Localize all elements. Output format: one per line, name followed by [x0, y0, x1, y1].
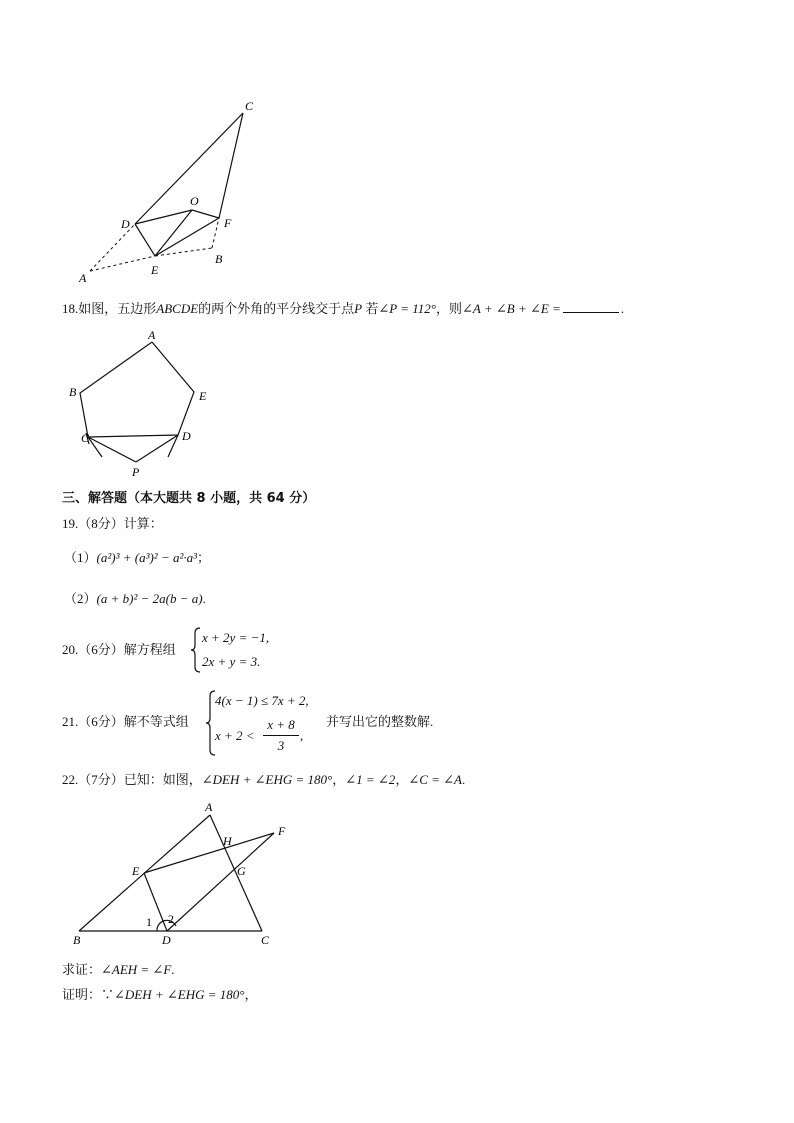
- label-E: E: [151, 263, 159, 277]
- label-F: F: [278, 824, 286, 838]
- question-20-head: 20.（6分）解方程组: [62, 642, 176, 657]
- question-18: 18.如图，五边形ABCDE的两个外角的平分线交于点P 若∠P = 112°，则∠A + ∠B + ∠E = .: [62, 301, 625, 316]
- fraction-bar: [263, 735, 299, 736]
- equation-2: 2x + y = 3.: [202, 654, 261, 669]
- fraction-denominator: 3: [277, 738, 285, 753]
- proof-start: 证明：∵∠DEH + ∠EHG = 180°，: [62, 987, 258, 1002]
- figure-pentagon: [60, 325, 220, 485]
- inequality-1: 4(x − 1) ≤ 7x + 2,: [215, 693, 309, 708]
- label-D: D: [162, 933, 171, 947]
- figure-quadrilateral: [70, 90, 280, 290]
- angle-label-1: 1: [146, 915, 152, 929]
- brace-icon: [190, 627, 202, 673]
- label-P: P: [132, 465, 140, 479]
- question-19-part2: （2）(a + b)² − 2a(b − a).: [64, 591, 206, 606]
- section-title: 三、解答题（本大题共 8 小题，共 64 分）: [62, 491, 316, 506]
- label-O: O: [190, 194, 199, 208]
- answer-blank[interactable]: [563, 300, 619, 313]
- prove-statement: 求证：∠AEH = ∠F.: [62, 962, 175, 977]
- label-D: D: [182, 429, 191, 443]
- label-C: C: [261, 933, 270, 947]
- label-D: D: [121, 217, 130, 231]
- question-21-tail: 并写出它的整数解.: [326, 714, 434, 729]
- equation-1: x + 2y = −1,: [202, 630, 270, 645]
- label-E: E: [199, 389, 207, 403]
- label-C: C: [245, 99, 254, 113]
- figure-triangle: [60, 795, 300, 955]
- question-21-head: 21.（6分）解不等式组: [62, 714, 189, 729]
- label-B: B: [69, 385, 77, 399]
- label-F: F: [224, 216, 232, 230]
- question-22-head: 22.（7分）已知：如图，∠DEH + ∠EHG = 180°，∠1 = ∠2，∠C = ∠A.: [62, 772, 466, 787]
- label-G: G: [237, 864, 246, 878]
- question-19-part1: （1）(a²)³ + (a³)² − a²·a³；: [64, 550, 211, 565]
- label-E: E: [132, 864, 140, 878]
- inequality-2-end: ,: [300, 728, 304, 743]
- label-B: B: [215, 252, 223, 266]
- label-A: A: [205, 800, 213, 814]
- label-H: H: [223, 834, 232, 848]
- angle-label-2: 2: [168, 912, 174, 926]
- inequality-2-left: x + 2 <: [215, 728, 255, 743]
- label-C: C: [81, 431, 90, 445]
- label-A: A: [148, 328, 156, 342]
- question-19-head: 19.（8分）计算：: [62, 516, 163, 531]
- fraction-numerator: x + 8: [267, 717, 295, 732]
- label-B: B: [73, 933, 81, 947]
- label-A: A: [79, 271, 87, 285]
